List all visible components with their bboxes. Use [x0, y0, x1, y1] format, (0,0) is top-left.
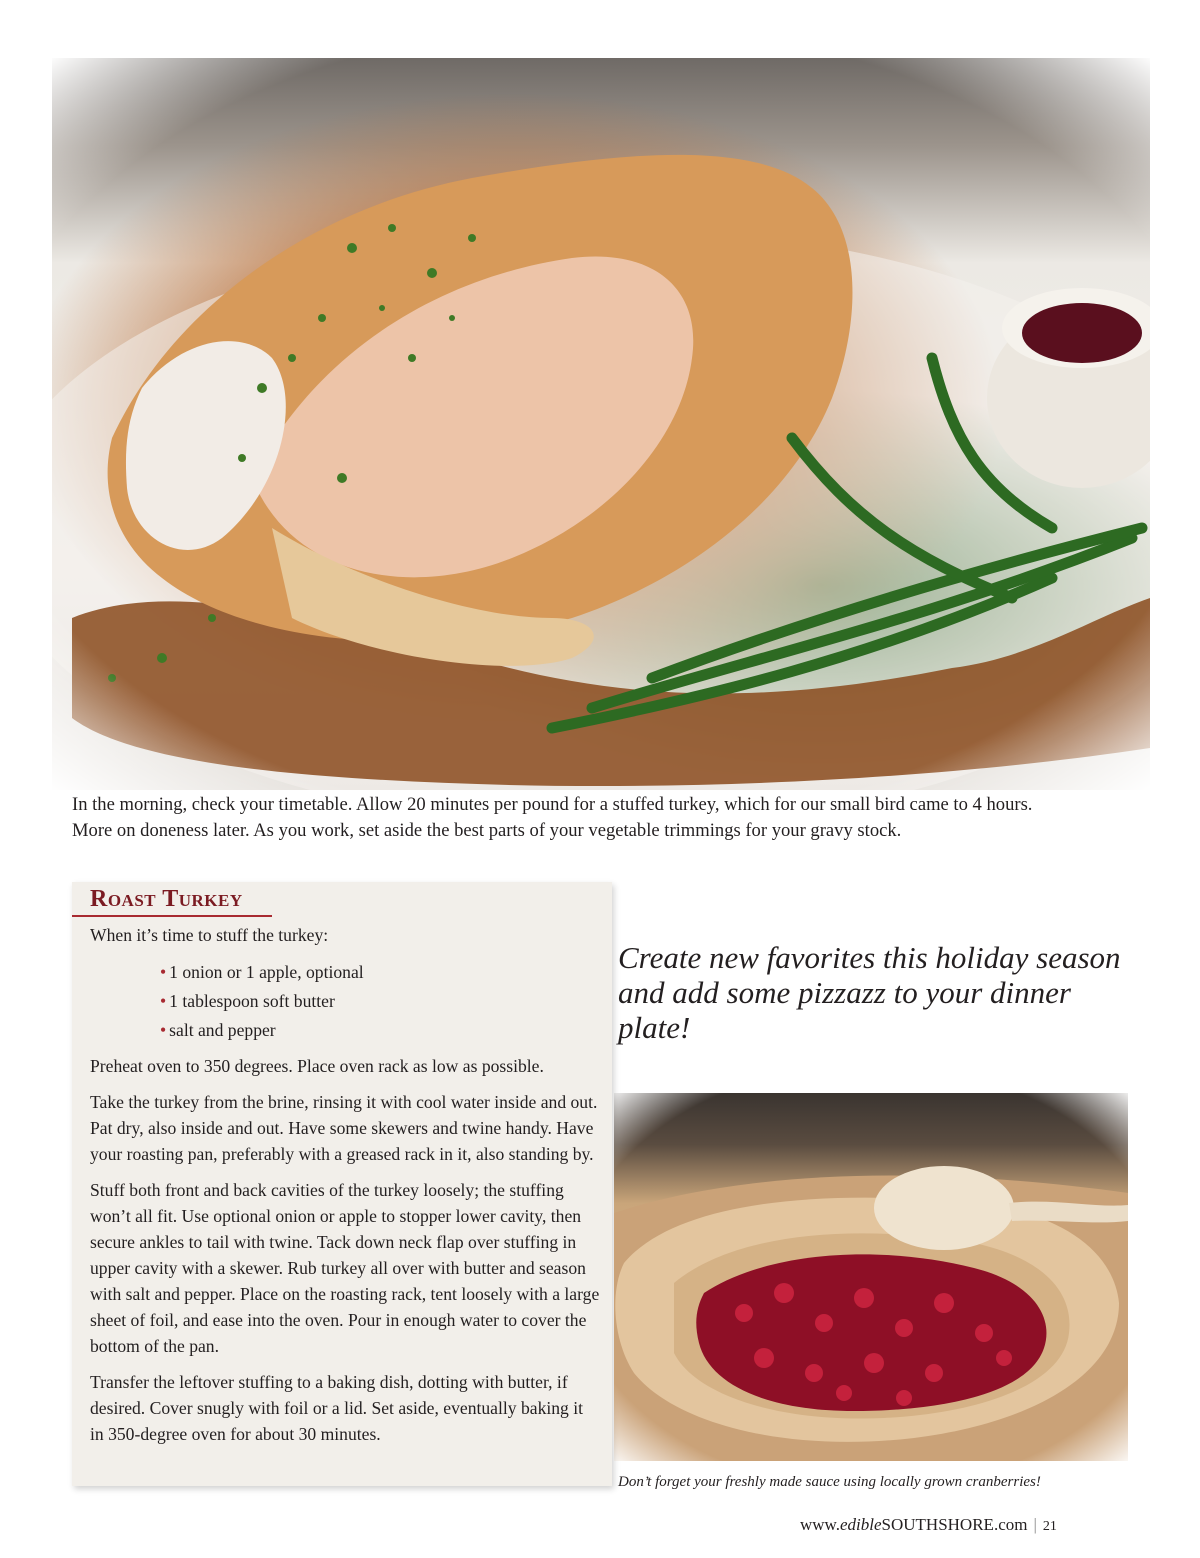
- recipe-title: Roast Turkey: [90, 886, 243, 912]
- recipe-body: [90, 922, 600, 1457]
- bullet-icon: •: [160, 1020, 167, 1040]
- ingredient-item: • 1 onion or 1 apple, optional: [160, 962, 364, 982]
- footer-separator: |: [1033, 1515, 1037, 1534]
- hero-photo-turkey-plate: [52, 58, 1150, 790]
- recipe-step: Take the turkey from the brine, rinsing it with cool water inside and out. Pat dry, also inside and out. Have some skewers and twine handy. Have your roasting pan, preferably with a greased rack in it, also standing by.: [90, 1092, 598, 1164]
- ingredient-item: • salt and pepper: [160, 1020, 276, 1040]
- site-url[interactable]: www.edibleSOUTHSHORE.com: [800, 1515, 1028, 1534]
- page-footer: [800, 1515, 1057, 1535]
- ingredient-item: • 1 tablespoon soft butter: [160, 991, 335, 1011]
- recipe-step: Preheat oven to 350 degrees. Place oven rack as low as possible.: [90, 1056, 544, 1076]
- recipe-lead: When it’s time to stuff the turkey:: [90, 925, 329, 945]
- cranberry-bowl-illustration: [614, 1093, 1128, 1461]
- turkey-plate-illustration: [52, 58, 1150, 790]
- recipe-sidebar: [72, 882, 612, 1486]
- photo-caption: Don’t forget your freshly made sauce using locally grown cranberries!: [618, 1474, 1041, 1490]
- bullet-icon: •: [160, 962, 167, 982]
- title-underline: [72, 915, 272, 917]
- intro-paragraph: In the morning, check your timetable. Allow 20 minutes per pound for a stuffed turkey, which for our small bird came to 4 hours. More on doneness later. As you work, set aside the best parts of your vegetable trimmings for your gravy stock.: [72, 794, 1033, 841]
- ingredient-list: [90, 958, 600, 1045]
- recipe-step: Transfer the leftover stuffing to a baking dish, dotting with butter, if desired. Cover snugly with foil or a lid. Set aside, eventually baking it in 350-degree oven for about 30 minutes.: [90, 1372, 584, 1444]
- recipe-step: Stuff both front and back cavities of the turkey loosely; the stuffing won’t all fit. Use optional onion or apple to stopper lower cavity, then secure ankles to tail with twine. Tack down neck flap over stuffing in upper cavity with a skewer. Rub turkey all over with butter and season with salt and pepper. Place on the roasting rack, tent loosely with a large sheet of foil, and ease into the oven. Pour in enough water to cover the bottom of the pan.: [90, 1180, 600, 1356]
- pull-quote: Create new favorites this holiday season and add some pizzazz to your dinner plate!: [618, 940, 1121, 1045]
- page-number: 21: [1042, 1519, 1057, 1534]
- bullet-icon: •: [160, 991, 167, 1011]
- cranberry-sauce-photo: [614, 1093, 1128, 1461]
